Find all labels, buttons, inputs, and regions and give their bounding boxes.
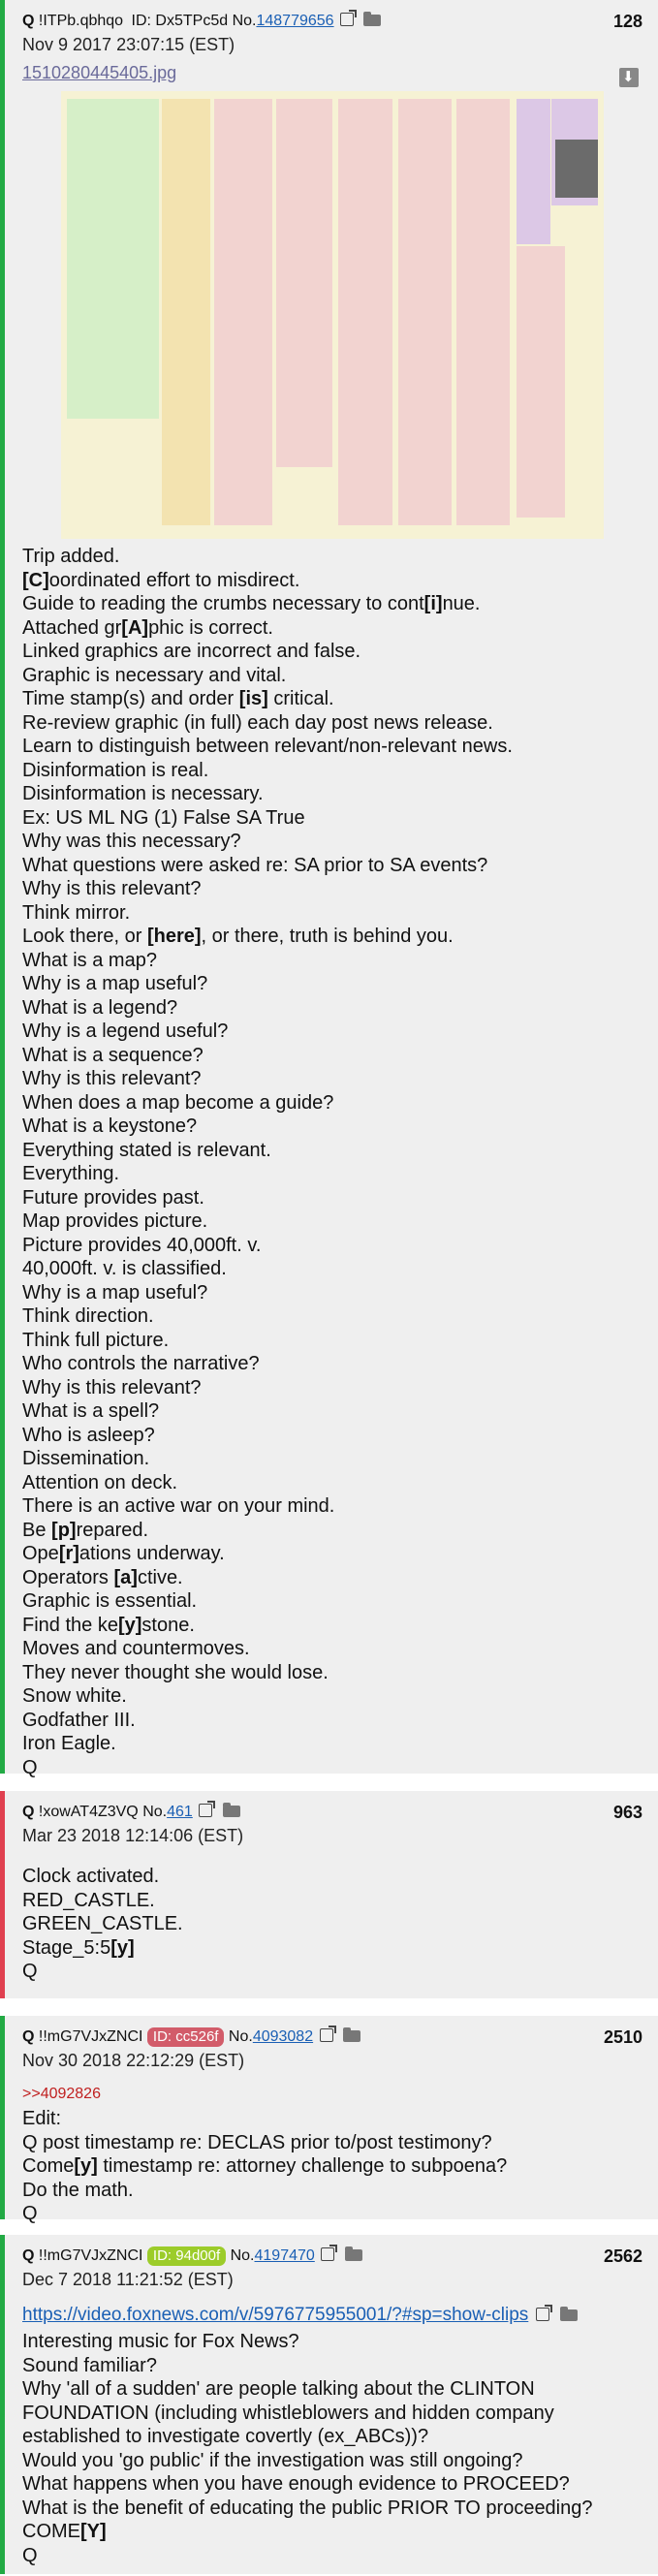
external-link-icon[interactable] <box>536 2308 549 2321</box>
post-line: Godfather III. <box>22 1709 136 1731</box>
post-date: Nov 9 2017 23:07:15 (EST) <box>22 35 235 54</box>
post-number-link[interactable]: 461 <box>167 1804 193 1820</box>
post-line: Graphic is necessary and vital. <box>22 664 287 686</box>
no-label: No. <box>228 2028 253 2045</box>
post-line: Q <box>22 1756 38 1778</box>
post-line: Graphic is essential. <box>22 1590 198 1612</box>
post-963 <box>0 1791 658 1998</box>
post-line: What is the benefit of educating the public PRIOR TO proceeding? <box>22 2497 593 2519</box>
post-body <box>22 1865 642 1984</box>
download-icon[interactable] <box>619 68 639 87</box>
post-line: RED_CASTLE. <box>22 1889 155 1911</box>
post-line: Why was this necessary? <box>22 831 241 852</box>
post-line: 40,000ft. v. is classified. <box>22 1258 227 1279</box>
post-line: What is a spell? <box>22 1400 160 1422</box>
graphic-column <box>456 99 510 525</box>
post-line: Ex: US ML NG (1) False SA True <box>22 806 305 829</box>
poster-name: Q <box>22 2028 35 2045</box>
graphic-column <box>517 99 550 244</box>
video-link[interactable]: https://video.foxnews.com/v/5976775955001/?#sp=show-clips <box>22 2305 529 2325</box>
post-line: Be [p]repared. <box>22 1519 149 1541</box>
poster-name: Q <box>22 13 35 29</box>
post-line: What questions were asked re: SA prior to SA events? <box>22 854 488 876</box>
post-line: Everything. <box>22 1163 120 1184</box>
attachment-filename[interactable]: 1510280445405.jpg <box>22 63 177 82</box>
post-line: Who controls the narrative? <box>22 1353 260 1374</box>
post-line: Iron Eagle. <box>22 1733 116 1754</box>
post-line: Think direction. <box>22 1305 154 1327</box>
attached-graphic[interactable] <box>61 91 604 539</box>
graphic-column <box>517 246 565 518</box>
no-label: No. <box>232 13 257 29</box>
post-count: 2510 <box>603 2027 642 2047</box>
post-count: 128 <box>612 12 642 31</box>
external-link-icon[interactable] <box>321 2247 334 2261</box>
post-line: Edit: <box>22 2108 62 2129</box>
graphic-column <box>67 99 159 419</box>
post-line: Disinformation is real. <box>22 759 209 781</box>
post-line: Q <box>22 1961 38 1982</box>
post-line: Map provides picture. <box>22 1210 208 1232</box>
post-line: Operators [a]ctive. <box>22 1566 183 1588</box>
post-line: COME[Y] <box>22 2521 107 2542</box>
post-header <box>22 1801 642 1824</box>
post-line: Why is this relevant? <box>22 878 202 899</box>
post-line: Ope[r]ations underway. <box>22 1543 225 1564</box>
post-line: They never thought she would lose. <box>22 1661 329 1683</box>
graphic-photo <box>555 140 598 198</box>
tripcode: !ITPb.qbhqo <box>38 13 124 29</box>
post-line: Why is this relevant? <box>22 1068 202 1089</box>
post-line: Who is asleep? <box>22 1424 155 1446</box>
graphic-column <box>398 99 452 525</box>
quote-link[interactable]: >>4092826 <box>22 2086 101 2102</box>
post-number-link[interactable]: 4093082 <box>252 2028 314 2045</box>
post-line: Why is this relevant? <box>22 1376 202 1398</box>
post-count: 963 <box>612 1803 642 1822</box>
post-line: Picture provides 40,000ft. v. <box>22 1234 262 1256</box>
post-header <box>22 2026 642 2049</box>
no-label: No. <box>230 2247 255 2264</box>
post-line: Think mirror. <box>22 901 131 924</box>
post-line: Find the ke[y]stone. <box>22 1614 195 1636</box>
folder-icon[interactable] <box>343 2030 360 2042</box>
post-date: Dec 7 2018 11:21:52 (EST) <box>22 2270 234 2289</box>
post-header <box>22 2245 642 2268</box>
post-line: Re-review graphic (in full) each day post news release. <box>22 711 493 734</box>
post-line: FOUNDATION (including whistleblowers and hidden company <box>22 2402 554 2424</box>
post-line: Attached gr[A]phic is correct. <box>22 616 273 639</box>
post-line: Interesting music for Fox News? <box>22 2331 299 2352</box>
post-line: Q post timestamp re: DECLAS prior to/post testimony? <box>22 2131 492 2153</box>
tripcode: !!mG7VJxZNCI <box>38 2028 143 2045</box>
post-line: Moves and countermoves. <box>22 1638 250 1659</box>
post-line: Q <box>22 2203 38 2224</box>
graphic-column <box>276 99 332 467</box>
folder-icon[interactable] <box>223 1806 240 1817</box>
graphic-column <box>162 99 210 525</box>
tripcode: !xowAT4Z3VQ <box>38 1804 139 1820</box>
post-2562 <box>0 2235 658 2574</box>
post-line: Trip added. <box>22 546 120 567</box>
post-line: Clock activated. <box>22 1866 160 1887</box>
post-line: established to investigate covertly (ex_ABCs))? <box>22 2426 429 2447</box>
post-line: Come[y] timestamp re: attorney challenge to subpoena? <box>22 2155 508 2177</box>
poster-id-badge: ID: cc526f <box>147 2027 225 2047</box>
post-line: Why 'all of a sudden' are people talking about the CLINTON <box>22 2378 535 2400</box>
post-2510 <box>0 2016 658 2224</box>
post-line: What is a map? <box>22 949 157 971</box>
post-line: Dissemination. <box>22 1448 150 1469</box>
post-line: Why is a map useful? <box>22 973 208 994</box>
post-count: 2562 <box>603 2246 642 2266</box>
post-line: What happens when you have enough evidence to PROCEED? <box>22 2473 570 2495</box>
post-line: Guide to reading the crumbs necessary to cont[i]nue. <box>22 593 481 614</box>
post-line: GREEN_CASTLE. <box>22 1913 183 1934</box>
post-line: Snow white. <box>22 1685 127 1707</box>
post-line: [C]oordinated effort to misdirect. <box>22 569 300 591</box>
post-line: Why is a map useful? <box>22 1281 208 1304</box>
post-line: Learn to distinguish between relevant/non-relevant news. <box>22 736 513 757</box>
post-header <box>22 10 642 33</box>
poster-id: ID: Dx5TPc5d <box>131 13 229 29</box>
poster-name: Q <box>22 1804 35 1820</box>
post-line: There is an active war on your mind. <box>22 1495 335 1517</box>
post-body <box>22 2330 642 2567</box>
poster-id-badge: ID: 94d00f <box>147 2246 226 2266</box>
post-line: Everything stated is relevant. <box>22 1139 271 1161</box>
post-line: Would you 'go public' if the investigation was still ongoing? <box>22 2449 523 2471</box>
folder-icon[interactable] <box>363 15 381 26</box>
post-line: Future provides past. <box>22 1186 204 1209</box>
post-line: Why is a legend useful? <box>22 1021 229 1042</box>
post-line: Linked graphics are incorrect and false. <box>22 641 361 662</box>
post-line: What is a sequence? <box>22 1044 204 1066</box>
post-line: Do the math. <box>22 2179 134 2201</box>
post-line: Think full picture. <box>22 1329 170 1351</box>
post-date: Mar 23 2018 12:14:06 (EST) <box>22 1826 244 1845</box>
post-line: Disinformation is necessary. <box>22 783 264 804</box>
graphic-column <box>338 99 392 525</box>
post-line: Attention on deck. <box>22 1471 178 1493</box>
no-label: No. <box>142 1804 168 1820</box>
post-line: What is a keystone? <box>22 1115 198 1137</box>
folder-icon[interactable] <box>345 2249 362 2261</box>
post-line: What is a legend? <box>22 996 178 1019</box>
url-row <box>22 2305 642 2326</box>
post-line: Q <box>22 2544 38 2566</box>
external-link-icon[interactable] <box>199 1804 212 1817</box>
post-line: Look there, or [here], or there, truth is behind you. <box>22 926 454 947</box>
post-body <box>22 2107 642 2226</box>
post-line: Time stamp(s) and order [is] critical. <box>22 688 334 709</box>
graphic-column <box>214 99 272 525</box>
external-link-icon[interactable] <box>320 2028 333 2042</box>
post-date: Nov 30 2018 22:12:29 (EST) <box>22 2051 245 2070</box>
post-number-link[interactable]: 4197470 <box>254 2247 315 2264</box>
tripcode: !!mG7VJxZNCI <box>38 2247 143 2264</box>
post-line: Sound familiar? <box>22 2354 157 2376</box>
folder-icon[interactable] <box>560 2309 578 2321</box>
post-line: Stage_5:5[y] <box>22 1936 135 1959</box>
post-body <box>22 545 642 1779</box>
external-link-icon[interactable] <box>340 13 354 26</box>
post-number-link[interactable]: 148779656 <box>256 13 334 29</box>
post-line: When does a map become a guide? <box>22 1091 334 1114</box>
poster-name: Q <box>22 2247 35 2264</box>
